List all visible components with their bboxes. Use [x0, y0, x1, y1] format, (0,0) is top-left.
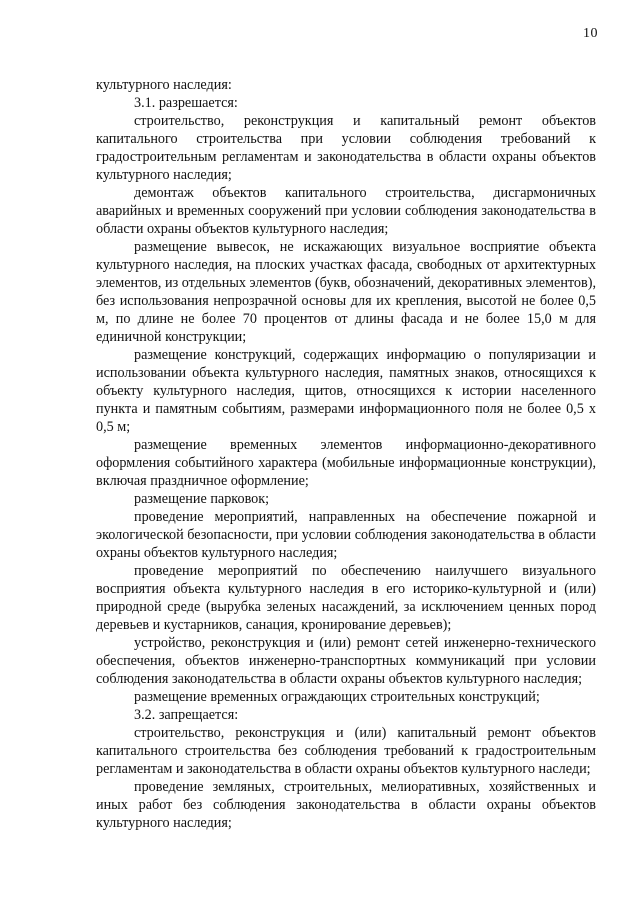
paragraph: размещение вывесок, не искажающих визуальное восприятие объекта культурного наследия, на плоских участках фасада, свободных от архитектурных элементов, из отдельных элементов (букв, обозначений, декоративных элементов), без использования непрозрачной основы для их крепления, высотой не более 0,5 м, по длине не более 70 процентов от длины фасада и не более 15,0 м для единичной конструкции; [96, 239, 596, 345]
section-heading-3-2: 3.2. запрещается: [134, 707, 239, 723]
page-number: 10 [583, 26, 598, 41]
paragraph: размещение парковок; [134, 491, 270, 507]
document-body [96, 76, 596, 832]
paragraph: культурного наследия: [96, 77, 232, 93]
paragraph: размещение конструкций, содержащих информацию о популяризации и использовании объекта культурного наследия, памятных знаков, относящихся к объекту культурного наследия, щитов, относящихся к истории населенного пункта и памятным событиям, размерами информационного поля не более 0,5 х 0,5 м; [96, 347, 596, 435]
paragraph: демонтаж объектов капитального строительства, дисгармоничных аварийных и временных сооружений при условии соблюдения законодательства в области охраны объектов культурного наследия; [96, 185, 596, 237]
paragraph: проведение земляных, строительных, мелиоративных, хозяйственных и иных работ без соблюдения законодательства в области охраны объектов культурного наследия; [96, 779, 596, 831]
paragraph: строительство, реконструкция и (или) капитальный ремонт объектов капитального строительства без соблюдения требований к градостроительным регламентам и законодательства в области охраны объектов культурного наследи; [96, 725, 596, 777]
section-heading-3-1: 3.1. разрешается: [134, 95, 238, 111]
paragraph: устройство, реконструкция и (или) ремонт сетей инженерно-технического обеспечения, объектов инженерно-транспортных коммуникаций при условии соблюдения законодательства в области охраны объектов культурного наследия; [96, 635, 596, 687]
paragraph: размещение временных ограждающих строительных конструкций; [134, 689, 540, 705]
paragraph: проведение мероприятий, направленных на обеспечение пожарной и экологической безопасности, при условии соблюдения законодательства в области охраны объектов культурного наследия; [96, 509, 596, 561]
paragraph: размещение временных элементов информационно-декоративного оформления событийного характера (мобильные информационные конструкции), включая праздничное оформление; [96, 437, 596, 489]
paragraph: проведение мероприятий по обеспечению наилучшего визуального восприятия объекта культурного наследия в его историко-культурной и (или) природной среде (вырубка зеленых насаждений, за исключением ценных пород деревьев и кустарников, санация, кронирование деревьев); [96, 563, 596, 633]
paragraph: строительство, реконструкция и капитальный ремонт объектов капитального строительства при условии соблюдения требований к градостроительным регламентам и законодательства в области охраны объектов культурного наследия; [96, 113, 596, 183]
